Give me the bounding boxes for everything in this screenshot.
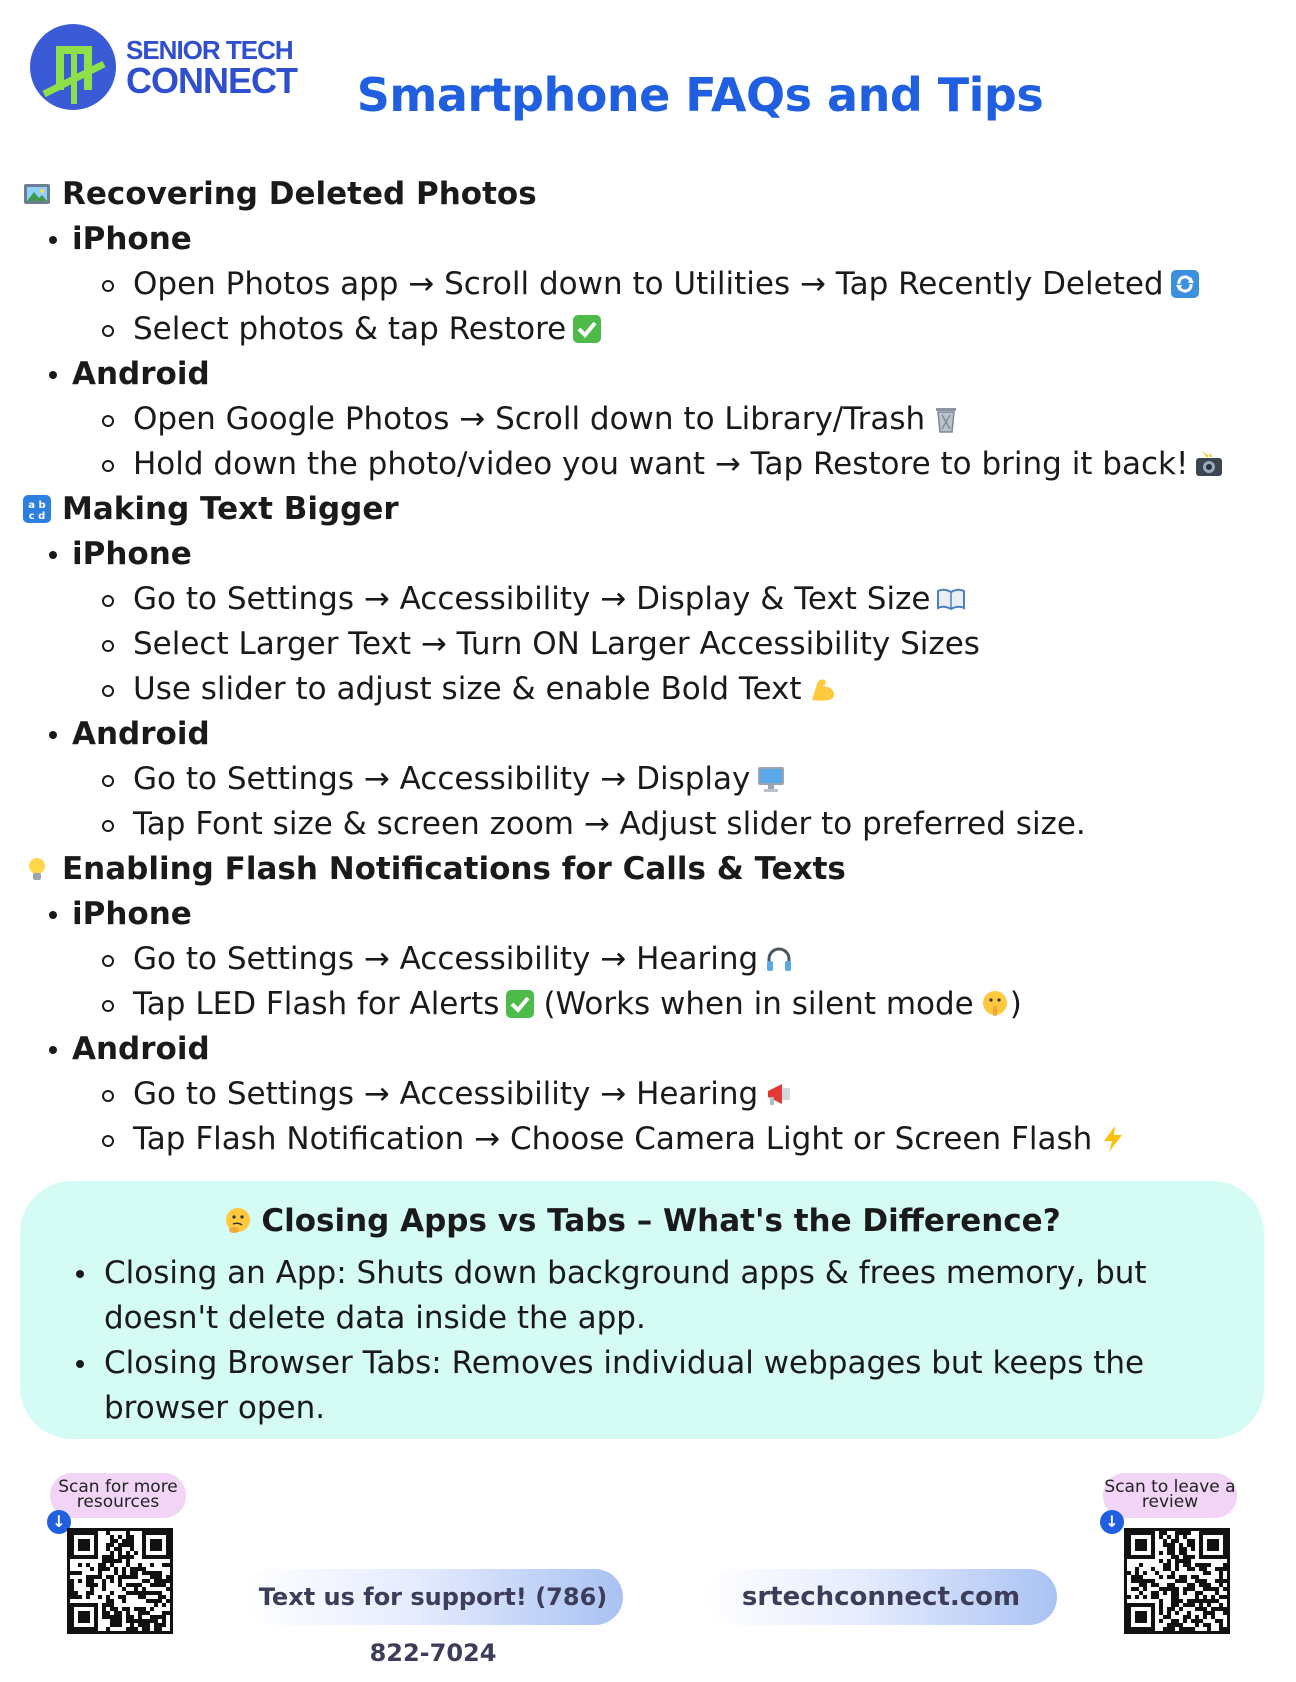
platform-label: iPhone bbox=[22, 217, 1262, 262]
section-heading-text: Enabling Flash Notifications for Calls & Texts bbox=[62, 851, 846, 887]
step-text: Select photos & tap Restore bbox=[133, 311, 567, 347]
step-text: Select Larger Text → Turn ON Larger Accessibility Sizes bbox=[133, 626, 980, 662]
megaphone-icon bbox=[764, 1077, 794, 1107]
abcd-icon bbox=[22, 492, 52, 522]
brand-name bbox=[126, 35, 297, 102]
step-item bbox=[22, 667, 1262, 712]
step-note: (Works when in silent mode bbox=[543, 986, 974, 1022]
desktop-computer-icon bbox=[756, 762, 786, 792]
platform-label: iPhone bbox=[22, 532, 1262, 577]
support-phone-pill[interactable]: Text us for support! (786) 822-7024 bbox=[243, 1569, 623, 1625]
qr-right-label: Scan to leave a review bbox=[1103, 1473, 1237, 1518]
wastebasket-icon bbox=[931, 402, 961, 432]
step-text: Go to Settings → Accessibility → Hearing bbox=[133, 1076, 759, 1112]
step-text: Go to Settings → Accessibility → Display bbox=[133, 761, 751, 797]
svg-text:c d: c d bbox=[28, 511, 46, 522]
section-heading bbox=[22, 172, 1262, 217]
faq-content bbox=[22, 172, 1262, 1162]
platform-label: Android bbox=[22, 712, 1262, 757]
step-item bbox=[22, 442, 1262, 487]
section-heading bbox=[22, 847, 1262, 892]
list-item: Closing an App: Shuts down background apps & frees memory, but doesn't delete data inside the app. bbox=[56, 1251, 1256, 1341]
platform-label: iPhone bbox=[22, 892, 1262, 937]
shushing-face-icon bbox=[980, 987, 1010, 1017]
check-box-icon bbox=[572, 312, 602, 342]
section-heading-text: Making Text Bigger bbox=[62, 491, 399, 527]
step-item bbox=[22, 262, 1262, 307]
platform-label: Android bbox=[22, 1027, 1262, 1072]
step-text: Open Google Photos → Scroll down to Library/Trash bbox=[133, 401, 926, 437]
headphones-icon bbox=[764, 942, 794, 972]
qr-code-resources[interactable] bbox=[67, 1528, 173, 1634]
callout-list bbox=[56, 1251, 1256, 1431]
step-item bbox=[22, 1117, 1262, 1162]
step-item bbox=[22, 622, 1262, 667]
step-text: Open Photos app → Scroll down to Utilities → Tap Recently Deleted bbox=[133, 266, 1164, 302]
step-item bbox=[22, 397, 1262, 442]
step-item bbox=[22, 307, 1262, 352]
website-pill[interactable]: srtechconnect.com bbox=[705, 1569, 1057, 1625]
check-box-icon bbox=[505, 987, 535, 1017]
qr-left-label: Scan for more resources bbox=[50, 1473, 186, 1518]
qr-code-pattern bbox=[1127, 1531, 1227, 1631]
qr-code-review[interactable] bbox=[1124, 1528, 1230, 1634]
step-item bbox=[22, 757, 1262, 802]
step-text: Go to Settings → Accessibility → Display & Text Size bbox=[133, 581, 931, 617]
thinking-face-icon bbox=[223, 1206, 253, 1236]
step-item bbox=[22, 937, 1262, 982]
section-heading bbox=[22, 487, 1262, 532]
qr-code-pattern bbox=[70, 1531, 170, 1631]
step-text: Go to Settings → Accessibility → Hearing bbox=[133, 941, 759, 977]
down-arrow-icon: ↓ bbox=[47, 1510, 71, 1534]
brand-line1: SENIOR TECH bbox=[126, 35, 293, 65]
section-heading-text: Recovering Deleted Photos bbox=[62, 176, 537, 212]
brand-logo bbox=[30, 24, 330, 114]
callout-title-text: Closing Apps vs Tabs – What's the Difference? bbox=[261, 1203, 1061, 1239]
flexed-biceps-icon bbox=[808, 672, 838, 702]
callout-box bbox=[20, 1181, 1264, 1439]
open-book-icon bbox=[936, 582, 966, 612]
step-item bbox=[22, 577, 1262, 622]
svg-text:a b: a b bbox=[28, 500, 46, 511]
step-item bbox=[22, 802, 1262, 847]
step-text: Hold down the photo/video you want → Tap Restore to bring it back! bbox=[133, 446, 1189, 482]
refresh-icon bbox=[1170, 267, 1200, 297]
lightning-icon bbox=[1098, 1122, 1128, 1152]
light-bulb-icon bbox=[22, 852, 52, 882]
step-text: Tap Flash Notification → Choose Camera Light or Screen Flash bbox=[133, 1121, 1093, 1157]
step-item bbox=[22, 1072, 1262, 1117]
down-arrow-icon: ↓ bbox=[1100, 1510, 1124, 1534]
step-item bbox=[22, 982, 1262, 1027]
brand-line2: CONNECT bbox=[126, 60, 297, 102]
step-note-end: ) bbox=[1009, 986, 1022, 1022]
step-text: Use slider to adjust size & enable Bold Text bbox=[133, 671, 802, 707]
picture-icon bbox=[22, 177, 52, 207]
callout-title bbox=[20, 1203, 1264, 1239]
logo-emblem bbox=[30, 24, 116, 110]
list-item: Closing Browser Tabs: Removes individual webpages but keeps the browser open. bbox=[56, 1341, 1256, 1431]
camera-flash-icon bbox=[1194, 447, 1224, 477]
step-text: Tap LED Flash for Alerts bbox=[133, 986, 500, 1022]
platform-label: Android bbox=[22, 352, 1262, 397]
page-title: Smartphone FAQs and Tips bbox=[356, 68, 1044, 122]
step-text: Tap Font size & screen zoom → Adjust slider to preferred size. bbox=[133, 806, 1086, 842]
